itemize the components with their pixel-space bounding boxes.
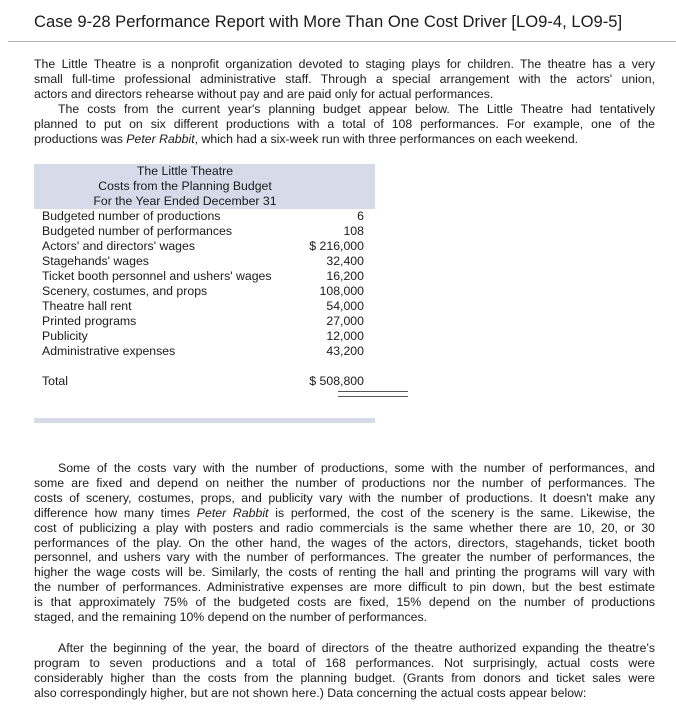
- row-value: 108,000: [319, 284, 364, 298]
- table-row: [34, 344, 375, 359]
- paragraph-line: After the beginning of the year, the board of directors of the theatre authorized expanding the theatre's: [58, 641, 655, 655]
- table-row: [34, 329, 375, 344]
- table-row: [34, 239, 375, 254]
- paragraph-line: considerably higher than the costs from the planning budget. (Grants from donors and ticket sales were: [34, 670, 655, 685]
- paragraph-line: difference how many times Peter Rabbit is performed, the cost of the scenery is the same. Likewise, the: [34, 505, 655, 520]
- page-title: Case 9-28 Performance Report with More Than One Cost Driver [LO9-4, LO9-5]: [34, 12, 623, 31]
- row-value: 54,000: [326, 299, 364, 313]
- paragraph-line: also correspondingly higher, but are not shown here.) Data concerning the actual costs appear below:: [34, 685, 587, 700]
- table-row: [34, 269, 375, 284]
- row-value: 6: [357, 209, 364, 223]
- row-label: Theatre hall rent: [42, 299, 132, 313]
- intro-line: The costs from the current year's planning budget appear below. The Little Theatre had tentatively: [58, 101, 655, 116]
- row-label: Budgeted number of productions: [42, 209, 221, 223]
- row-label: Ticket booth personnel and ushers' wages: [42, 269, 272, 283]
- row-label: Printed programs: [42, 314, 137, 328]
- total-label: Total: [42, 374, 68, 388]
- table-row: [34, 314, 375, 329]
- paragraph-line: Some of the costs vary with the number of productions, some with the number of performances, and: [58, 461, 655, 475]
- table-header-line: Costs from the Planning Budget: [98, 179, 272, 193]
- row-value: 12,000: [326, 329, 364, 343]
- row-label: Stagehands' wages: [42, 254, 149, 268]
- total-row: [34, 374, 375, 389]
- planning-budget-table: [34, 164, 375, 459]
- row-label: Administrative expenses: [42, 344, 176, 358]
- intro-line: planned to put on six different productions with a total of 108 performances. For example, one of the: [34, 116, 655, 131]
- intro-line: productions was Peter Rabbit, which had a six-week run with three performances on each weekend.: [34, 131, 579, 146]
- cost-behavior-paragraph: [34, 461, 655, 625]
- table-footer-bar: [34, 418, 375, 423]
- table-row: [34, 254, 375, 269]
- row-value: 27,000: [326, 314, 364, 328]
- intro-line: The Little Theatre is a nonprofit organization devoted to staging plays for children. The theatre has a very: [34, 57, 655, 71]
- row-value: 32,400: [326, 254, 364, 268]
- total-double-underline: [338, 391, 408, 397]
- paragraph-line: program to seven productions and a total of 168 performances. Not surprisingly, actual costs were: [34, 655, 655, 670]
- paragraph-line: is that approximately 75% of the budgeted costs are fixed, 15% depend on the number of productions: [34, 595, 655, 610]
- paragraph-line: the number of performances. Administrative expenses are more difficult to pin down, but the best estimate: [34, 580, 655, 595]
- total-value: $ 508,800: [309, 374, 364, 388]
- table-header-line: For the Year Ended December 31: [93, 194, 277, 208]
- paragraph-line: costs of scenery, costumes, props, and publicity vary with the number of productions. It doesn't make any: [34, 490, 655, 505]
- play-title-italic: Peter Rabbit: [196, 505, 269, 520]
- intro-paragraph: [34, 57, 655, 146]
- table-row: [34, 224, 375, 239]
- row-value: $ 216,000: [309, 239, 364, 253]
- paragraph-line: personnel, and ushers vary with the number of performances. The greater the number of performances, the: [34, 550, 655, 565]
- row-value: 16,200: [326, 269, 364, 283]
- play-title-italic: Peter Rabbit: [126, 131, 195, 146]
- table-row: [34, 299, 375, 314]
- row-value: 108: [343, 224, 364, 238]
- row-label: Publicity: [42, 329, 88, 343]
- table-header: [34, 164, 375, 209]
- intro-line: actors and directors rehearse without pay and are paid only for actual performances.: [34, 86, 494, 101]
- paragraph-line: some are fixed and depend on neither the number of productions nor the number of performances. The: [34, 475, 655, 490]
- expansion-paragraph: [34, 641, 655, 701]
- paragraph-line: cost of publicizing a play with posters and radio commercials is the same whether there are 10, 20, or 30: [34, 520, 655, 535]
- table-row: [34, 209, 375, 224]
- intro-line: small full-time professional administrative staff. Through a special arrangement with the actors' union,: [34, 71, 655, 86]
- table-header-line: The Little Theatre: [136, 164, 234, 178]
- row-label: Actors' and directors' wages: [42, 239, 196, 253]
- row-label: Budgeted number of performances: [42, 224, 233, 238]
- row-value: 43,200: [326, 344, 364, 358]
- row-label: Scenery, costumes, and props: [42, 284, 208, 298]
- table-row: [34, 284, 375, 299]
- title-divider: [8, 41, 676, 42]
- paragraph-line: staged, and the remaining 10% depend on the number of performances.: [34, 610, 428, 625]
- paragraph-line: higher the wage costs will be. Similarly, the costs of renting the hall and printing the programs will vary with: [34, 565, 655, 580]
- paragraph-line: performances of the play. On the other hand, the wages of the actors, directors, stagehands, ticket booth: [34, 535, 655, 550]
